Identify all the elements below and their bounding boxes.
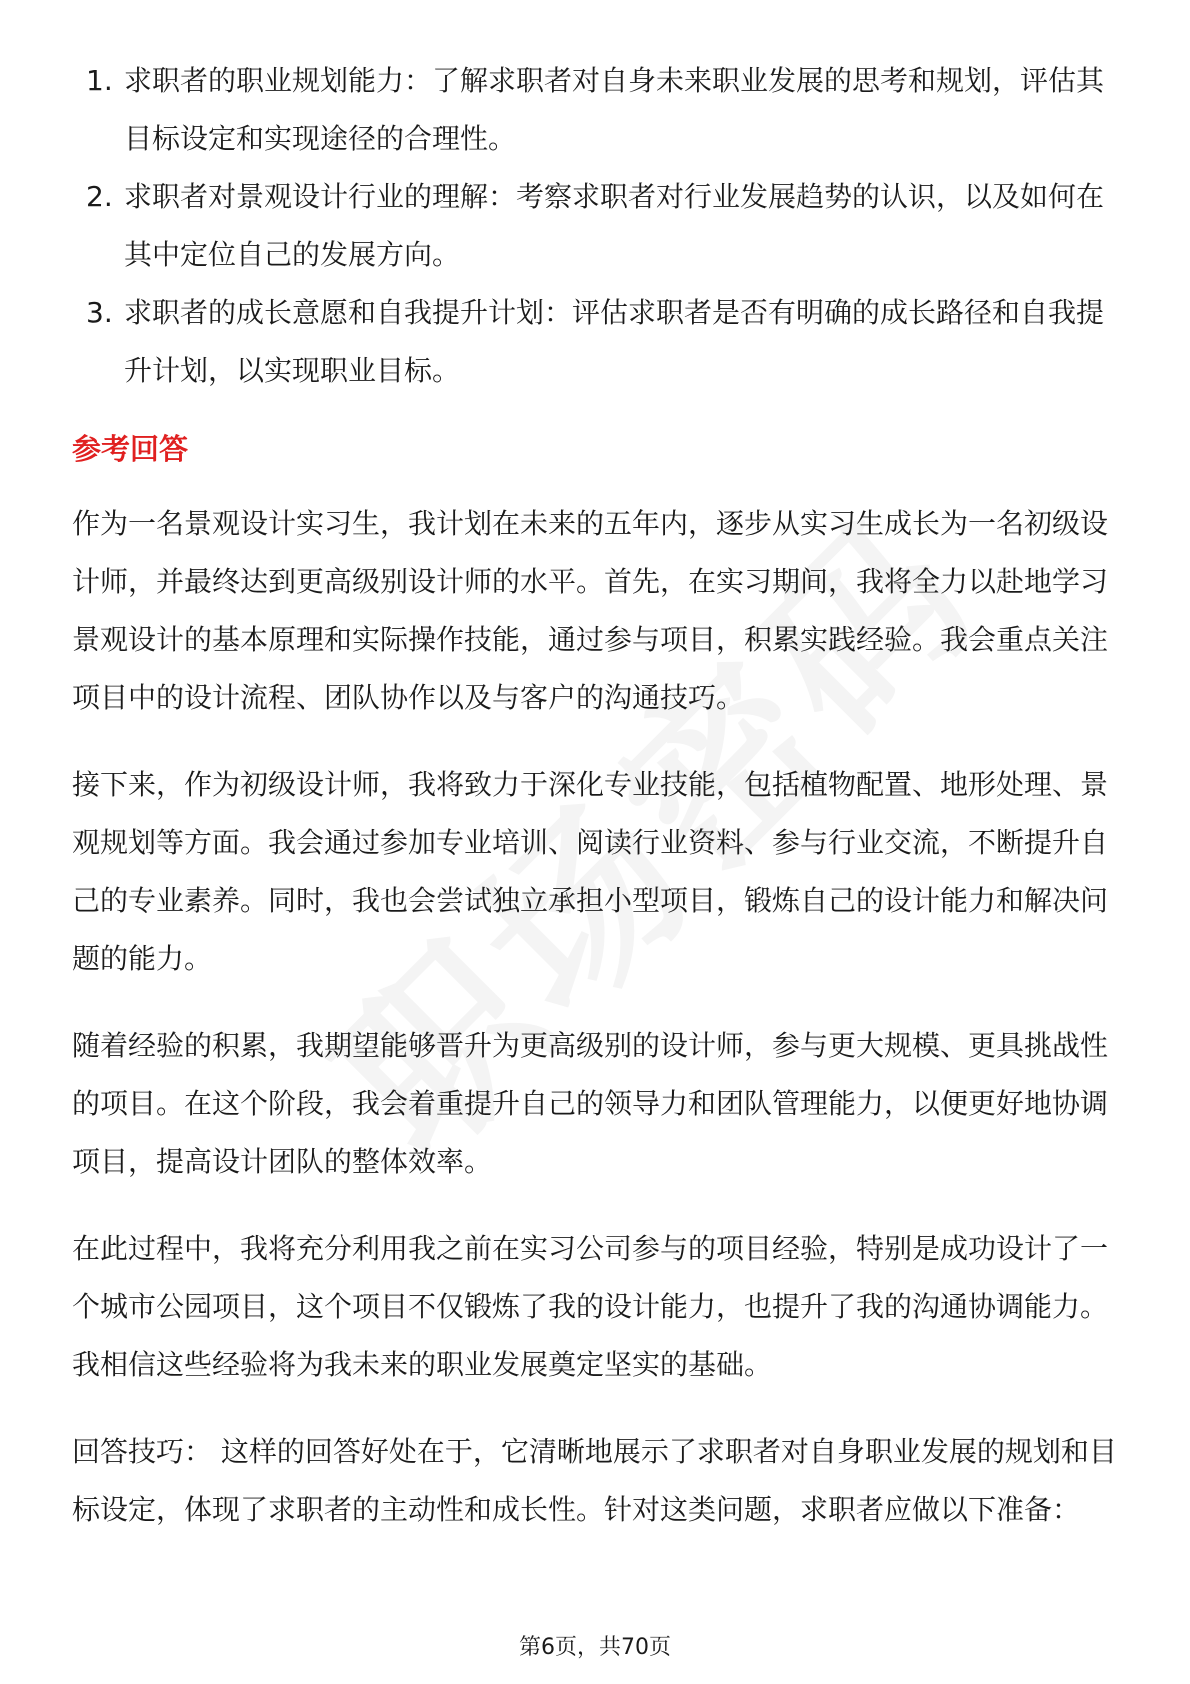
list-number: 2.: [86, 180, 113, 213]
list-number: 1.: [86, 64, 113, 97]
answer-paragraph: 在此过程中，我将充分利用我之前在实习公司参与的项目经验，特别是成功设计了一个城市公园项目，这个项目不仅锻炼了我的设计能力，也提升了我的沟通协调能力。我相信这些经验将为我未来的职业发展奠定坚实的基础。: [72, 1232, 1109, 1381]
list-item-text: 求职者的职业规划能力：了解求职者对自身未来职业发展的思考和规划，评估其目标设定和实现途径的合理性。: [124, 64, 1105, 155]
page-number: 第6页，共70页: [519, 1635, 671, 1660]
section-title: 参考回答: [72, 432, 189, 466]
list-item: [72, 284, 1112, 400]
list-item-text: 求职者对景观设计行业的理解：考察求职者对行业发展趋势的认识，以及如何在其中定位自己的发展方向。: [124, 180, 1105, 271]
list-item: [72, 168, 1112, 284]
list-item-text: 求职者的成长意愿和自我提升计划：评估求职者是否有明确的成长路径和自我提升计划，以实现职业目标。: [124, 296, 1105, 387]
list-number: 3.: [86, 296, 113, 329]
list-item: [72, 52, 1112, 168]
answer-paragraph: 作为一名景观设计实习生，我计划在未来的五年内，逐步从实习生成长为一名初级设计师，并最终达到更高级别设计师的水平。首先，在实习期间，我将全力以赴地学习景观设计的基本原理和实际操作技能，通过参与项目，积累实践经验。我会重点关注项目中的设计流程、团队协作以及与客户的沟通技巧。: [72, 507, 1109, 714]
answer-tips-paragraph: 回答技巧： 这样的回答好处在于，它清晰地展示了求职者对自身职业发展的规划和目标设定，体现了求职者的主动性和成长性。针对这类问题，求职者应做以下准备：: [72, 1435, 1117, 1526]
answer-paragraph: 随着经验的积累，我期望能够晋升为更高级别的设计师，参与更大规模、更具挑战性的项目。在这个阶段，我会着重提升自己的领导力和团队管理能力，以便更好地协调项目，提高设计团队的整体效率。: [72, 1029, 1109, 1178]
evaluation-criteria-list: [72, 52, 1112, 400]
answer-paragraph: 接下来，作为初级设计师，我将致力于深化专业技能，包括植物配置、地形处理、景观规划等方面。我会通过参加专业培训、阅读行业资料、参与行业交流，不断提升自己的专业素养。同时，我也会尝试独立承担小型项目，锻炼自己的设计能力和解决问题的能力。: [72, 768, 1109, 975]
